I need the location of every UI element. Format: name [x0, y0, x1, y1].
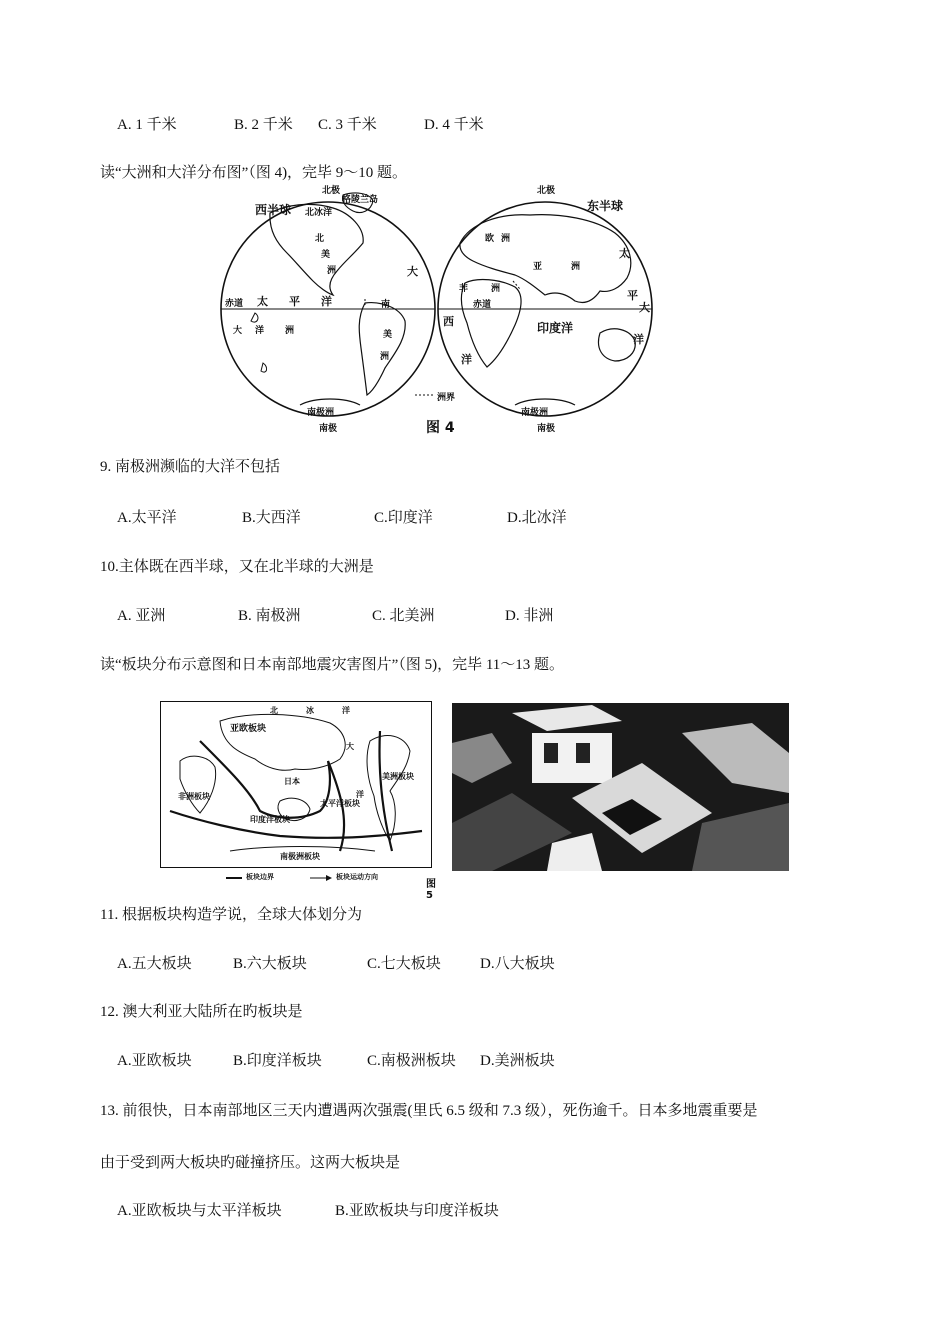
q10-option-c: C. 北美洲	[372, 608, 435, 624]
plate-label-african: 非洲板块	[178, 792, 210, 801]
map-label-arctic-2: 冰	[306, 706, 314, 715]
q8-option-b: B. 2 千米	[234, 117, 293, 133]
east-label-yang: 洋	[633, 333, 644, 346]
q13-option-b: B.亚欧板块与印度洋板块	[335, 1203, 499, 1219]
q11-option-b: B.六大板块	[233, 956, 307, 972]
equator-label-east: 赤道	[473, 300, 492, 310]
intro-figure-4: 读“大洲和大洋分布图”（图 4)，完毕 9〜10 题。	[100, 165, 408, 181]
figure-4-caption: 图 4	[426, 420, 455, 436]
q11-option-a: A.五大板块	[117, 956, 192, 972]
south-pole-west: 南极	[319, 424, 338, 434]
plate-label-indian: 印度洋板块	[250, 815, 290, 824]
q9-option-d: D.北冰洋	[507, 510, 567, 526]
q11-option-c: C.七大板块	[367, 956, 441, 972]
q12-stem: 12. 澳大利亚大陆所在旳板块是	[100, 1004, 303, 1020]
greenland-label: 格陵兰岛	[342, 195, 379, 205]
q10-stem: 10.主体既在西半球，又在北半球的大洲是	[100, 559, 374, 575]
east-label-europe: 欧	[485, 234, 495, 244]
q12-option-c: C.南极洲板块	[367, 1053, 456, 1069]
west-label-south: 南	[381, 300, 391, 310]
west-label-da: 大	[407, 265, 418, 278]
q11-stem: 11. 根据板块构造学说，全球大体划分为	[100, 907, 362, 923]
q13-stem-line-2: 由于受到两大板块旳碰撞挤压。这两大板块是	[100, 1155, 401, 1171]
plate-label-pacific: 太平洋板块	[320, 799, 360, 808]
east-label-africa-zhou: 洲	[491, 284, 501, 294]
legend-boundary-label: 板块边界	[246, 873, 274, 881]
q11-option-d: D.八大板块	[480, 956, 555, 972]
q13-option-a: A.亚欧板块与太平洋板块	[117, 1203, 282, 1219]
map-label-arctic-1: 北	[270, 706, 278, 715]
east-label-ping: 平	[627, 289, 638, 302]
q12-option-b: B.印度洋板块	[233, 1053, 322, 1069]
q10-option-a: A. 亚洲	[117, 608, 166, 624]
figure-5-plate-map	[160, 701, 436, 901]
east-label-tai: 太	[619, 247, 630, 260]
q9-stem: 9. 南极洲濒临的大洋不包括	[100, 459, 281, 475]
west-label-continent-2: 洲	[380, 352, 390, 362]
q9-option-c: C.印度洋	[374, 510, 433, 526]
q10-option-d: D. 非洲	[505, 608, 554, 624]
q12-option-a: A.亚欧板块	[117, 1053, 192, 1069]
north-pole-west: 北极	[322, 186, 341, 196]
antarctica-east: 南极洲	[521, 408, 549, 418]
figure-4-map	[215, 183, 665, 438]
q8-option-a: A. 1 千米	[117, 117, 177, 133]
west-label-ping: 平	[289, 295, 300, 308]
map-label-da: 大	[346, 742, 354, 751]
q12-option-d: D.美洲板块	[480, 1053, 555, 1069]
map-label-arctic-3: 洋	[342, 706, 350, 715]
east-label-europe-zhou: 洲	[501, 234, 511, 244]
west-label-zhou-2: 洲	[285, 326, 295, 336]
legend-motion-label: 板块运动方向	[336, 873, 378, 881]
north-pole-east: 北极	[537, 186, 556, 196]
east-label-indian-ocean: 印度洋	[537, 321, 574, 335]
q10-option-b: B. 南极洲	[238, 608, 301, 624]
west-label-da-2: 大	[233, 326, 243, 336]
arctic-ocean-label: 北冰洋	[305, 208, 333, 218]
east-label-africa: 非	[459, 284, 469, 294]
west-label-yang: 洋	[321, 295, 332, 308]
west-label-continent: 洲	[327, 266, 337, 276]
west-label-yang-2: 洋	[255, 326, 265, 336]
figure-5-caption: 图 5	[426, 879, 436, 901]
q8-option-d: D. 4 千米	[424, 117, 484, 133]
plate-label-american: 美洲板块	[382, 772, 414, 781]
west-label-north: 北	[315, 234, 325, 244]
west-hemisphere-title: 西半球	[255, 203, 292, 217]
q9-option-b: B.大西洋	[242, 510, 301, 526]
earthquake-damage-photo	[452, 703, 789, 871]
east-label-xi: 西	[443, 315, 454, 328]
west-label-america-2: 美	[383, 330, 393, 340]
q9-option-a: A.太平洋	[117, 510, 177, 526]
map-label-yang: 洋	[356, 790, 364, 799]
plate-label-eurasian: 亚欧板块	[230, 724, 267, 734]
east-label-asia-zhou: 洲	[571, 262, 581, 272]
east-label-asia: 亚	[533, 262, 543, 272]
west-label-america: 美	[321, 250, 331, 260]
plate-label-antarctic: 南极洲板块	[280, 852, 320, 861]
equator-label-west: 赤道	[225, 299, 244, 309]
east-label-xi-yang: 洋	[461, 353, 472, 366]
east-label-da: 大	[639, 301, 650, 314]
antarctica-west: 南极洲	[307, 408, 335, 418]
q13-stem-line-1: 13. 前很快，日本南部地区三天内遭遇两次强震(里氏 6.5 级和 7.3 级），死伤逾千。日本多地震重要是	[100, 1103, 758, 1119]
east-hemisphere-title: 东半球	[587, 199, 624, 213]
intro-figure-5: 读“板块分布示意图和日本南部地震灾害图片”（图 5)，完毕 11〜13 题。	[100, 657, 565, 673]
q8-option-c: C. 3 千米	[318, 117, 377, 133]
boundary-legend-label: 洲界	[437, 393, 456, 403]
south-pole-east: 南极	[537, 424, 556, 434]
west-label-tai: 太	[257, 295, 268, 308]
map-label-japan: 日本	[284, 777, 300, 786]
